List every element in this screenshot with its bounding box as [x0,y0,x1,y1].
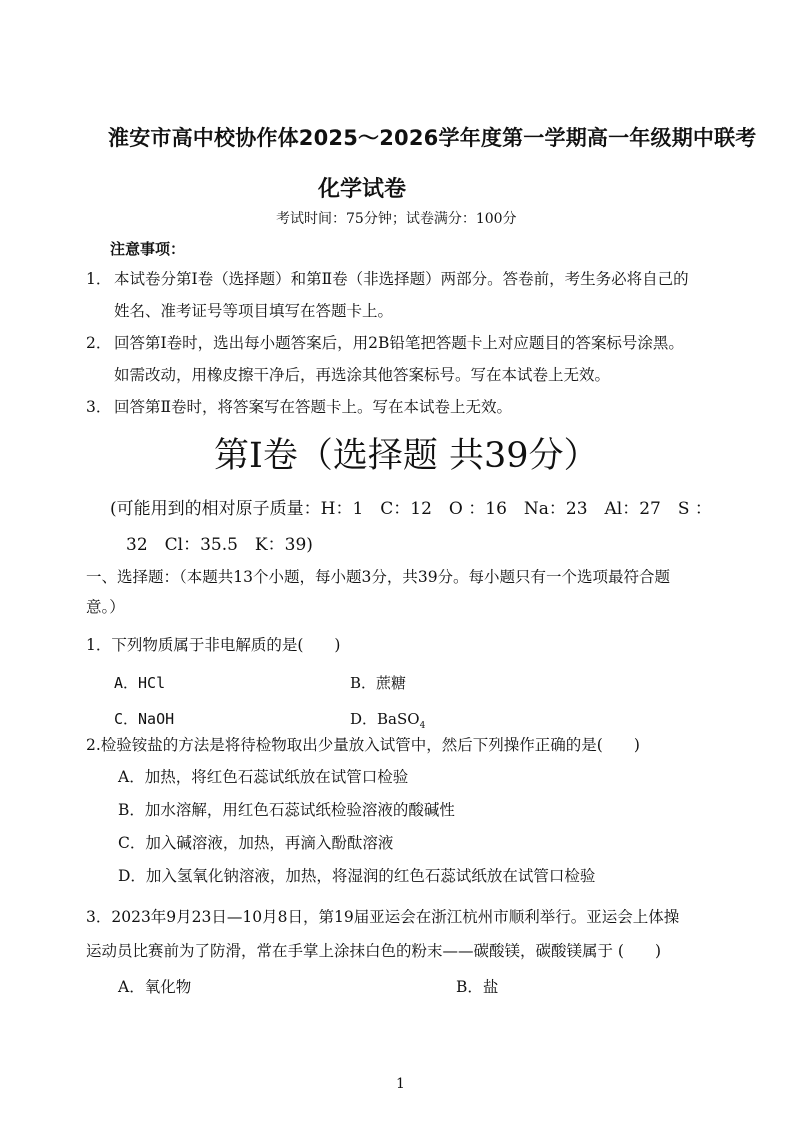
question-2-stem: 2.检验铵盐的方法是将待检物取出少量放入试管中，然后下列操作正确的是( ) [86,736,640,754]
note-item-3-number: 3． [86,398,112,416]
exam-title: 淮安市高中校协作体2025～2026学年度第一学期高一年级期中联考 [108,126,757,150]
note-item-1-number: 1． [86,270,112,288]
question-3-option-b: B．盐 [456,978,499,996]
question-3-stem-line2: 运动员比赛前为了防滑，常在手掌上涂抹白色的粉末——碳酸镁，碳酸镁属于 ( ) [86,942,662,960]
question-1-option-c: C．NaOH [114,710,175,728]
section-title: 第Ⅰ卷（选择题 共39分） [214,436,599,476]
instructions-line2: 意。） [86,598,125,616]
note-item-2-number: 2． [86,334,112,352]
instructions-line1: 一、选择题：（本题共13个小题，每小题3分，共39分。每小题只有一个选项最符合题 [86,568,671,586]
note-item-1-line1: 本试卷分第Ⅰ卷（选择题）和第Ⅱ卷（非选择题）两部分。答卷前，考生务必将自己的 [114,270,689,288]
question-1-option-d-subscript: 4 [419,721,426,731]
atomic-masses-line1: (可能用到的相对原子质量：H：1 C：12 O ：16 Na：23 Al：27 S ： [110,499,712,519]
page-number: 1 [396,1076,405,1092]
question-3-stem-line1: 3．2023年9月23日—10月8日，第19届亚运会在浙江杭州市顺利举行。亚运会上体操 [86,908,680,926]
note-item-3-line1: 回答第Ⅱ卷时，将答案写在答题卡上。写在本试卷上无效。 [114,398,513,416]
note-item-2-line2: 如需改动，用橡皮擦干净后，再选涂其他答案标号。写在本试卷上无效。 [114,366,611,384]
question-1-option-d [350,708,425,731]
question-1-option-a: A．HCl [114,674,166,692]
question-2-option-a: A．加热，将红色石蕊试纸放在试管口检验 [118,768,409,786]
question-2-option-d: D．加入氢氧化钠溶液，加热，将湿润的红色石蕊试纸放在试管口检验 [118,867,596,885]
question-1-option-d-text: D．BaSO [350,710,420,728]
atomic-masses-line2: 32 Cl：35.5 K：39) [126,535,313,555]
exam-subtitle: 化学试卷 [318,177,407,202]
question-3-option-a: A．氧化物 [118,978,192,996]
question-2-option-c: C．加入碱溶液，加热，再滴入酚酞溶液 [118,834,394,852]
question-2-option-b: B．加水溶解，用红色石蕊试纸检验溶液的酸碱性 [118,801,455,819]
notes-heading: 注意事项： [110,240,186,258]
exam-info: 考试时间：75分钟；试卷满分：100分 [276,211,517,227]
question-1-stem: 1．下列物质属于非电解质的是( ) [86,636,341,654]
question-1-option-b: B．蔗糖 [350,674,407,692]
note-item-1-line2: 姓名、准考证号等项目填写在答题卡上。 [114,302,394,320]
note-item-2-line1: 回答第Ⅰ卷时，选出每小题答案后，用2B铅笔把答题卡上对应题目的答案标号涂黑。 [114,334,684,352]
